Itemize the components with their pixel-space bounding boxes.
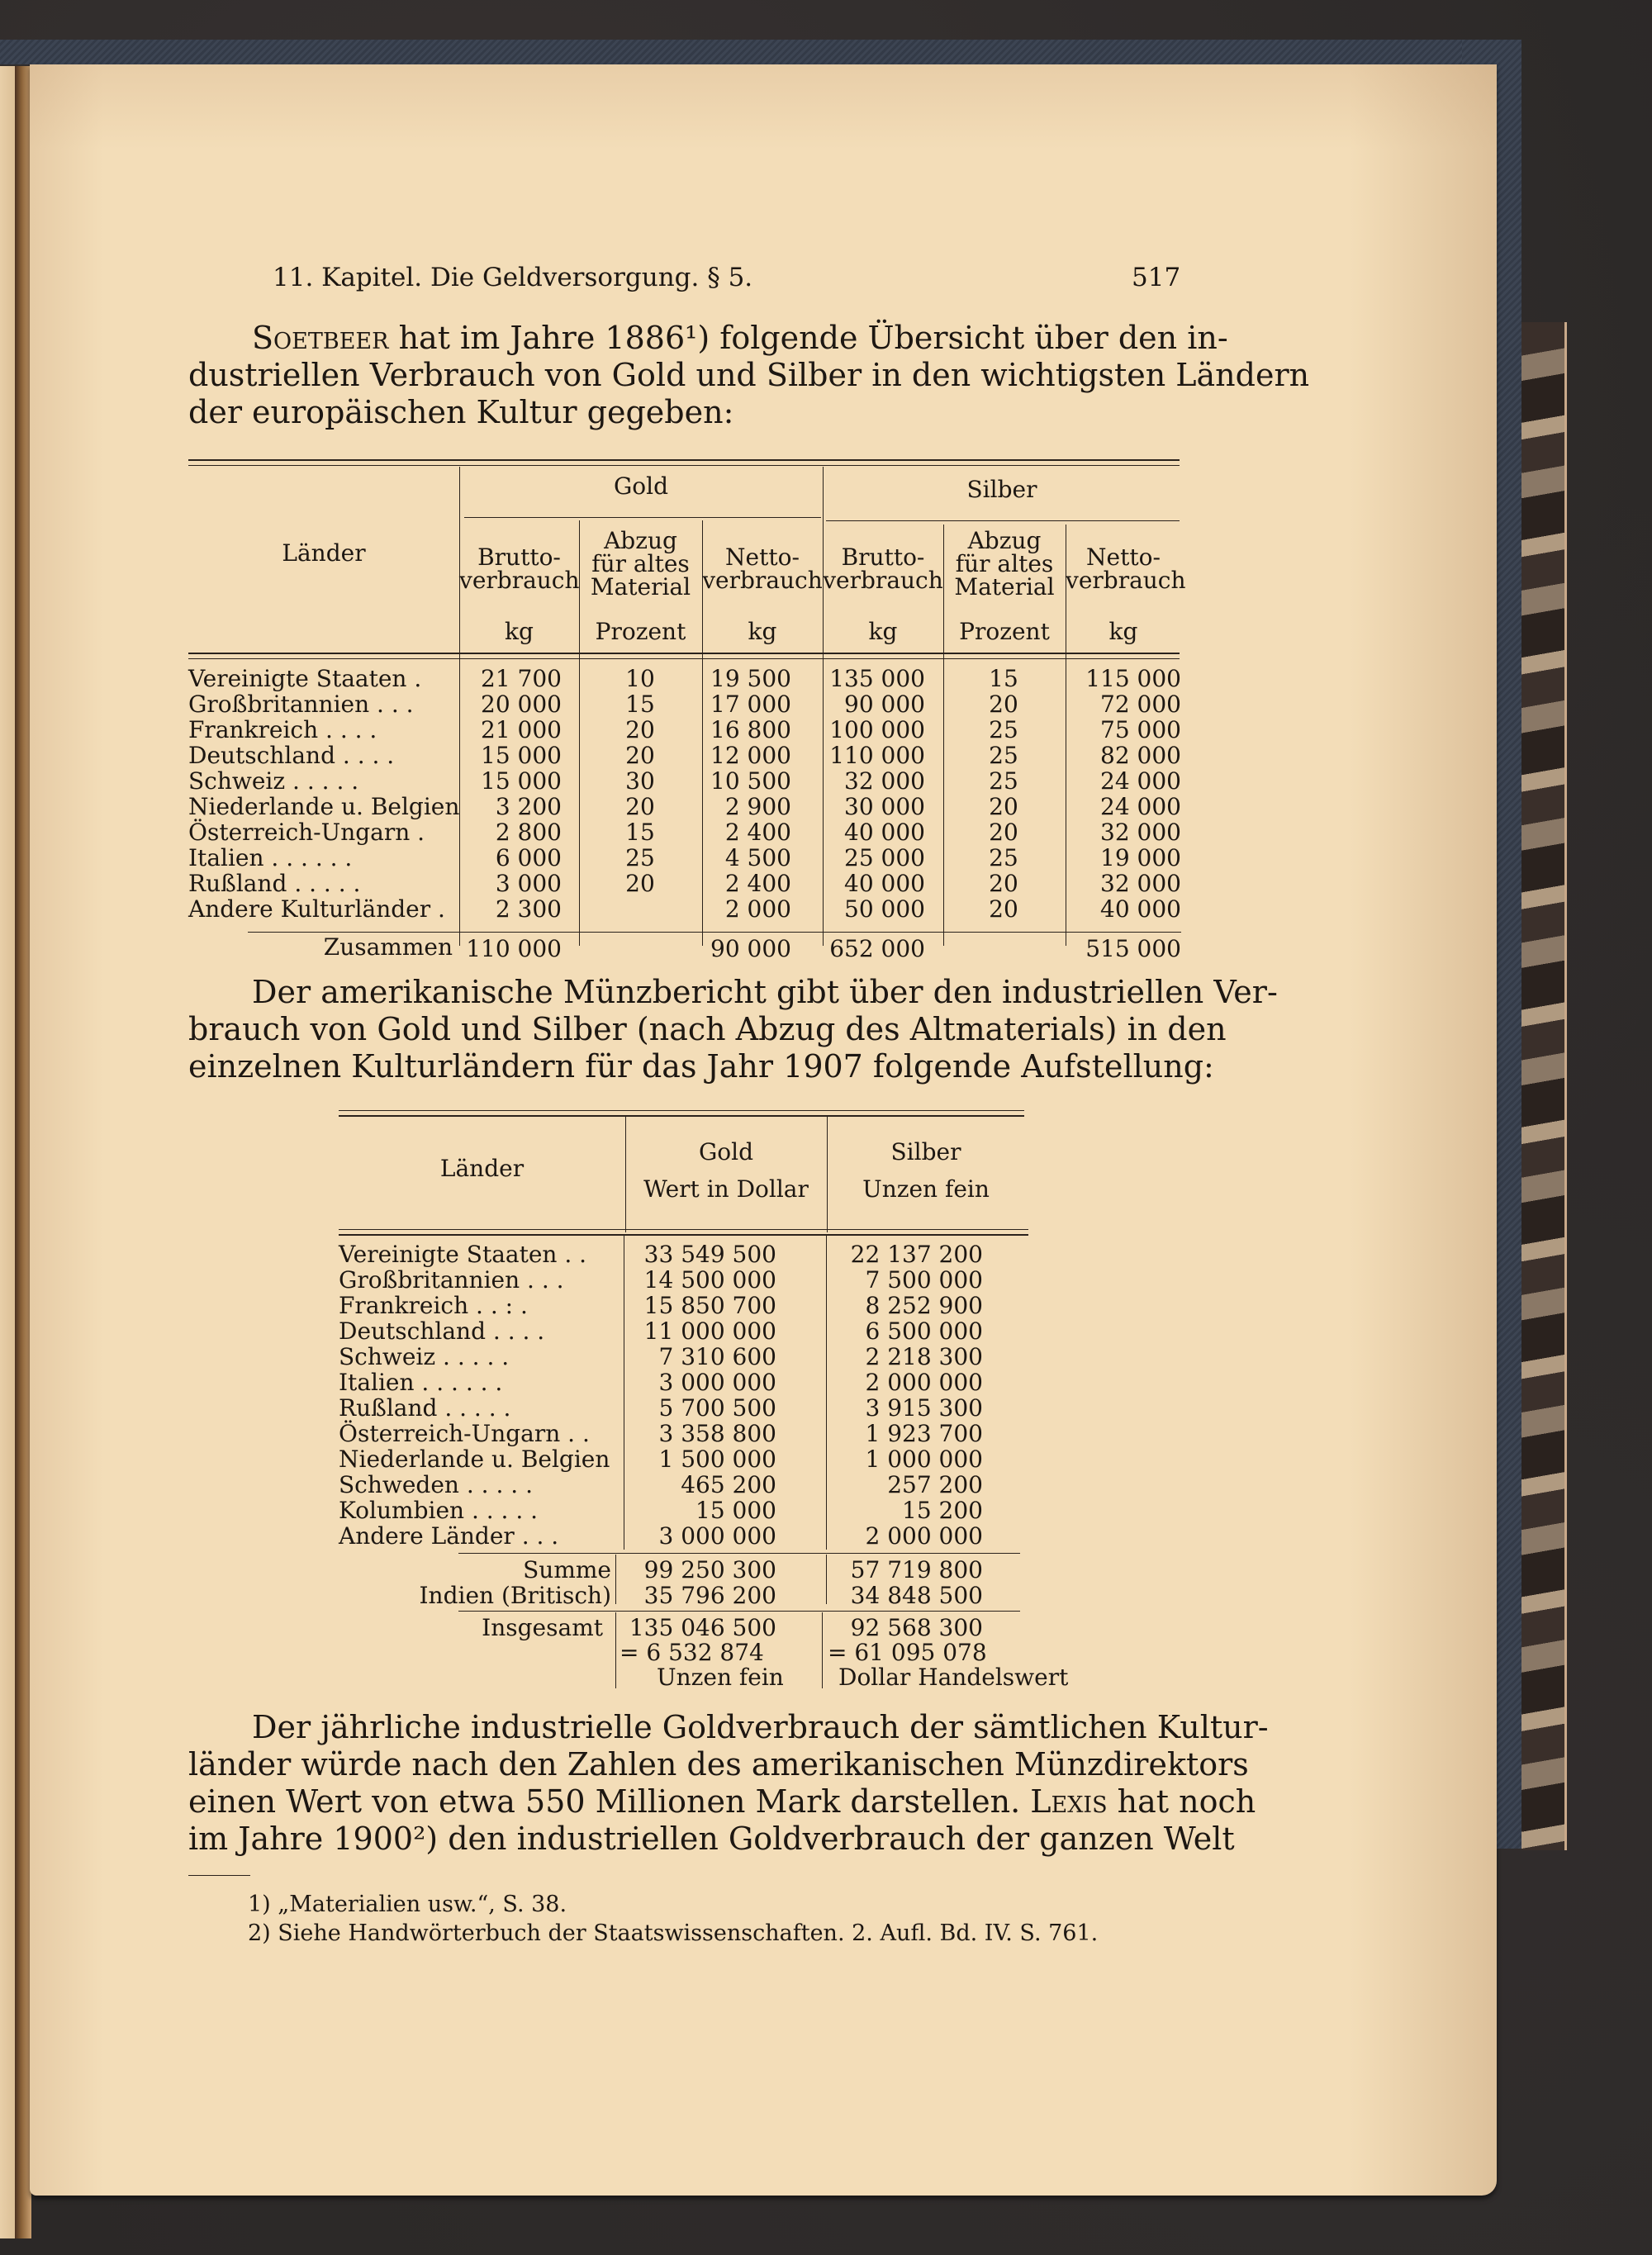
insgesamt-silber-equivalent-unit: Dollar Handelswert	[838, 1664, 1069, 1691]
subheader-label: verbrauch	[459, 567, 580, 594]
cell-value: 2 400	[724, 870, 791, 897]
subheader-label: Brutto-	[477, 544, 561, 571]
silber-value: 2 218 300	[865, 1343, 983, 1370]
silber-value: 3 915 300	[865, 1394, 983, 1422]
cell-value: 12 000	[710, 742, 791, 769]
cell-value: 21 700	[481, 665, 562, 692]
gold-value: 7 310 600	[658, 1343, 776, 1370]
footnote-1: 1) „Materialien usw.“, S. 38.	[248, 1892, 567, 1917]
subheader-label: verbrauch	[823, 567, 943, 594]
col-divider	[615, 1612, 616, 1688]
silber-value: 22 137 200	[850, 1241, 983, 1268]
cell-value: 30 000	[844, 793, 925, 820]
cell-value: 32 000	[844, 767, 925, 795]
cell-value: 15	[625, 691, 655, 718]
paragraph-3-line-2: länder würde nach den Zahlen des amerikanischen Münzdirektors	[188, 1746, 1249, 1783]
indien-label: Indien (Britisch)	[419, 1582, 611, 1609]
running-title: 11. Kapitel. Die Geldversorgung. § 5.	[273, 263, 753, 292]
country-name: Niederlande u. Belgien	[188, 793, 460, 820]
cell-value: 15	[989, 665, 1018, 692]
cell-value: 20	[989, 870, 1018, 897]
header-gold: Gold	[698, 1138, 754, 1165]
header-laender: Länder	[282, 539, 366, 567]
total-rule	[248, 932, 1181, 933]
header-silber-unit: Unzen fein	[862, 1175, 990, 1203]
header-laender: Länder	[439, 1155, 525, 1182]
indien-gold: 35 796 200	[643, 1582, 776, 1609]
insgesamt-silber-equivalent: = 61 095 078	[828, 1639, 987, 1666]
subheader-label: Netto-	[725, 544, 800, 571]
cell-value: 25 000	[844, 844, 925, 871]
gold-value: 3 358 800	[658, 1420, 776, 1447]
col-divider	[615, 1555, 616, 1604]
subheader-label: Material	[590, 573, 691, 601]
cell-value: 100 000	[829, 716, 925, 743]
cell-value: 6 000	[495, 844, 562, 871]
header-gold-unit: Wert in Dollar	[643, 1175, 809, 1203]
cell-value: 17 000	[710, 691, 791, 718]
header-bottom-rule	[188, 653, 1180, 654]
table-2-header-rule-2	[339, 1234, 1028, 1236]
col-divider	[625, 1117, 626, 1232]
country-name: Vereinigte Staaten . .	[339, 1241, 587, 1268]
col-divider	[826, 1555, 827, 1604]
summe-silber: 57 719 800	[850, 1556, 983, 1583]
silber-value: 6 500 000	[865, 1317, 983, 1345]
cell-value: 15 000	[481, 742, 562, 769]
subheader-unit: kg	[1108, 618, 1138, 645]
paragraph-1-line-1: Soetbeer hat im Jahre 1886¹) folgende Übersicht über den in-	[252, 320, 1228, 356]
insgesamt-silber: 92 568 300	[850, 1614, 983, 1641]
paragraph-3-line-4: im Jahre 1900²) den industriellen Goldverbrauch der ganzen Welt	[188, 1821, 1235, 1857]
gold-value: 1 500 000	[658, 1446, 776, 1473]
subheader-label: für altes	[955, 550, 1054, 577]
country-name: Frankreich . . : .	[339, 1292, 528, 1319]
country-name: Italien . . . . . .	[188, 844, 353, 871]
country-name: Frankreich . . . .	[188, 716, 377, 743]
gold-value: 5 700 500	[658, 1394, 776, 1422]
paragraph-2-line-2: brauch von Gold und Silber (nach Abzug des Altmaterials) in den	[188, 1011, 1227, 1047]
silber-value: 8 252 900	[865, 1292, 983, 1319]
insgesamt-label: Insgesamt	[482, 1614, 603, 1641]
col-divider	[822, 1612, 823, 1688]
subheader-label: Netto-	[1086, 544, 1161, 571]
subheader-unit: kg	[748, 618, 777, 645]
footnote-rule	[188, 1875, 250, 1876]
summe-label: Summe	[523, 1556, 611, 1583]
subheader-label: Brutto-	[841, 544, 925, 571]
cell-value: 20	[989, 895, 1018, 923]
country-name: Kolumbien . . . . .	[339, 1497, 539, 1524]
country-name: Andere Kulturländer .	[188, 895, 445, 923]
silber-group-rule	[826, 520, 1180, 521]
insgesamt-rule	[458, 1611, 1020, 1612]
silber-value: 15 200	[902, 1497, 983, 1524]
footnote-2: 2) Siehe Handwörterbuch der Staatswissenschaften. 2. Aufl. Bd. IV. S. 761.	[248, 1920, 1099, 1946]
silber-value: 2 000 000	[865, 1369, 983, 1396]
country-name: Schweden . . . . .	[339, 1471, 533, 1498]
country-name: Italien . . . . . .	[339, 1369, 503, 1396]
gold-value: 33 549 500	[643, 1241, 776, 1268]
indien-silber: 34 848 500	[850, 1582, 983, 1609]
subheader-unit: kg	[868, 618, 898, 645]
cell-value: 3 200	[495, 793, 562, 820]
cell-value: 2 300	[495, 895, 562, 923]
cell-value: 110 000	[829, 742, 925, 769]
total-value: 652 000	[829, 935, 925, 962]
header-silber: Silber	[966, 476, 1037, 503]
silber-value: 257 200	[887, 1471, 983, 1498]
country-name: Österreich-Ungarn . .	[339, 1420, 590, 1447]
cell-value: 32 000	[1100, 819, 1181, 846]
country-name: Schweiz . . . . .	[188, 767, 359, 795]
cell-value: 20	[989, 793, 1018, 820]
country-name: Deutschland . . . .	[188, 742, 395, 769]
cell-value: 30	[625, 767, 655, 795]
header-gold: Gold	[613, 472, 669, 500]
cell-value: 40 000	[844, 870, 925, 897]
cell-value: 3 000	[495, 870, 562, 897]
cell-value: 24 000	[1100, 793, 1181, 820]
total-value: 110 000	[466, 935, 562, 962]
header-silber: Silber	[890, 1138, 961, 1165]
header-bottom-rule-2	[188, 658, 1180, 659]
author-name: Lexis	[1030, 1783, 1108, 1820]
insgesamt-gold-equivalent: = 6 532 874	[620, 1639, 764, 1666]
country-name: Großbritannien . . .	[339, 1266, 564, 1294]
country-name: Schweiz . . . . .	[339, 1343, 510, 1370]
paragraph-1-line-2: dustriellen Verbrauch von Gold und Silber in den wichtigsten Ländern	[188, 357, 1310, 393]
cell-value: 16 800	[710, 716, 791, 743]
cell-value: 20	[989, 691, 1018, 718]
paragraph-2-line-3: einzelnen Kulturländern für das Jahr 1907 folgende Aufstellung:	[188, 1048, 1214, 1085]
cell-value: 25	[625, 844, 655, 871]
subheader-unit: Prozent	[959, 618, 1050, 645]
cell-value: 2 400	[724, 819, 791, 846]
gold-value: 3 000 000	[658, 1369, 776, 1396]
silber-value: 1 923 700	[865, 1420, 983, 1447]
cell-value: 25	[989, 767, 1018, 795]
country-name: Großbritannien . . .	[188, 691, 414, 718]
gold-value: 465 200	[681, 1471, 776, 1498]
gold-value: 3 000 000	[658, 1522, 776, 1550]
cell-value: 40 000	[1100, 895, 1181, 923]
cell-value: 20	[989, 819, 1018, 846]
cell-value: 25	[989, 742, 1018, 769]
summe-rule	[458, 1553, 1020, 1554]
summe-gold: 99 250 300	[643, 1556, 776, 1583]
cell-value: 20 000	[481, 691, 562, 718]
cell-value: 24 000	[1100, 767, 1181, 795]
paragraph-3-line-1: Der jährliche industrielle Goldverbrauch der sämtlichen Kultur-	[252, 1709, 1269, 1745]
gold-value: 14 500 000	[643, 1266, 776, 1294]
cell-value: 19 000	[1100, 844, 1181, 871]
cell-value: 20	[625, 742, 655, 769]
silber-value: 2 000 000	[865, 1522, 983, 1550]
subheader-label: verbrauch	[702, 567, 823, 594]
cell-value: 10	[625, 665, 655, 692]
table-2-header-rule	[339, 1229, 1028, 1230]
insgesamt-gold-equivalent-unit: Unzen fein	[657, 1664, 784, 1691]
cell-value: 2 000	[724, 895, 791, 923]
subheader-label: verbrauch	[1066, 567, 1186, 594]
gold-value: 15 000	[695, 1497, 776, 1524]
table-2-top-rule	[339, 1110, 1024, 1111]
cell-value: 75 000	[1100, 716, 1181, 743]
cell-value: 135 000	[829, 665, 925, 692]
insgesamt-gold: 135 046 500	[629, 1614, 776, 1641]
gold-value: 15 850 700	[643, 1292, 776, 1319]
paragraph-1-line-3: der europäischen Kultur gegeben:	[188, 394, 734, 430]
silber-value: 1 000 000	[865, 1446, 983, 1473]
cell-value: 21 000	[481, 716, 562, 743]
cell-value: 15	[625, 819, 655, 846]
cell-value: 25	[989, 716, 1018, 743]
country-name: Vereinigte Staaten .	[188, 665, 422, 692]
cell-value: 72 000	[1100, 691, 1181, 718]
table-1-top-rule	[188, 459, 1180, 461]
country-name: Deutschland . . . .	[339, 1317, 545, 1345]
cell-value: 50 000	[844, 895, 925, 923]
cell-value: 20	[625, 870, 655, 897]
author-name: Soetbeer	[252, 320, 389, 356]
cell-value: 2 900	[724, 793, 791, 820]
gold-group-rule	[464, 517, 821, 518]
page-number: 517	[1132, 263, 1181, 292]
subheader-unit: kg	[505, 618, 534, 645]
cell-value: 2 800	[495, 819, 562, 846]
cell-value: 82 000	[1100, 742, 1181, 769]
col-divider	[826, 1236, 827, 1550]
country-name: Niederlande u. Belgien	[339, 1446, 610, 1473]
country-name: Österreich-Ungarn .	[188, 819, 425, 846]
cell-value: 20	[625, 793, 655, 820]
country-name: Rußland . . . . .	[339, 1394, 511, 1422]
cell-value: 40 000	[844, 819, 925, 846]
cell-value: 20	[625, 716, 655, 743]
paragraph-2-line-1: Der amerikanische Münzbericht gibt über den industriellen Ver-	[252, 974, 1278, 1010]
gold-value: 11 000 000	[643, 1317, 776, 1345]
cell-value: 19 500	[710, 665, 791, 692]
table-2-top-rule-2	[339, 1115, 1024, 1117]
subheader-unit: Prozent	[595, 618, 686, 645]
cell-value: 25	[989, 844, 1018, 871]
cell-value: 115 000	[1085, 665, 1181, 692]
paragraph-3-line-3: einen Wert von etwa 550 Millionen Mark darstellen. Lexis hat noch	[188, 1783, 1256, 1820]
cell-value: 32 000	[1100, 870, 1181, 897]
col-divider	[827, 1117, 828, 1232]
cell-value: 15 000	[481, 767, 562, 795]
subheader-label: Abzug	[967, 527, 1042, 554]
table-1-top-rule-2	[188, 465, 1180, 466]
total-value: 515 000	[1085, 935, 1181, 962]
total-label: Zusammen	[323, 933, 453, 961]
subheader-label: für altes	[591, 550, 690, 577]
country-name: Andere Länder . . .	[339, 1522, 559, 1550]
silber-value: 7 500 000	[865, 1266, 983, 1294]
subheader-label: Material	[954, 573, 1055, 601]
cell-value: 4 500	[724, 844, 791, 871]
subheader-label: Abzug	[604, 527, 677, 554]
total-value: 90 000	[710, 935, 791, 962]
country-name: Rußland . . . . .	[188, 870, 361, 897]
cell-value: 90 000	[844, 691, 925, 718]
cell-value: 10 500	[710, 767, 791, 795]
